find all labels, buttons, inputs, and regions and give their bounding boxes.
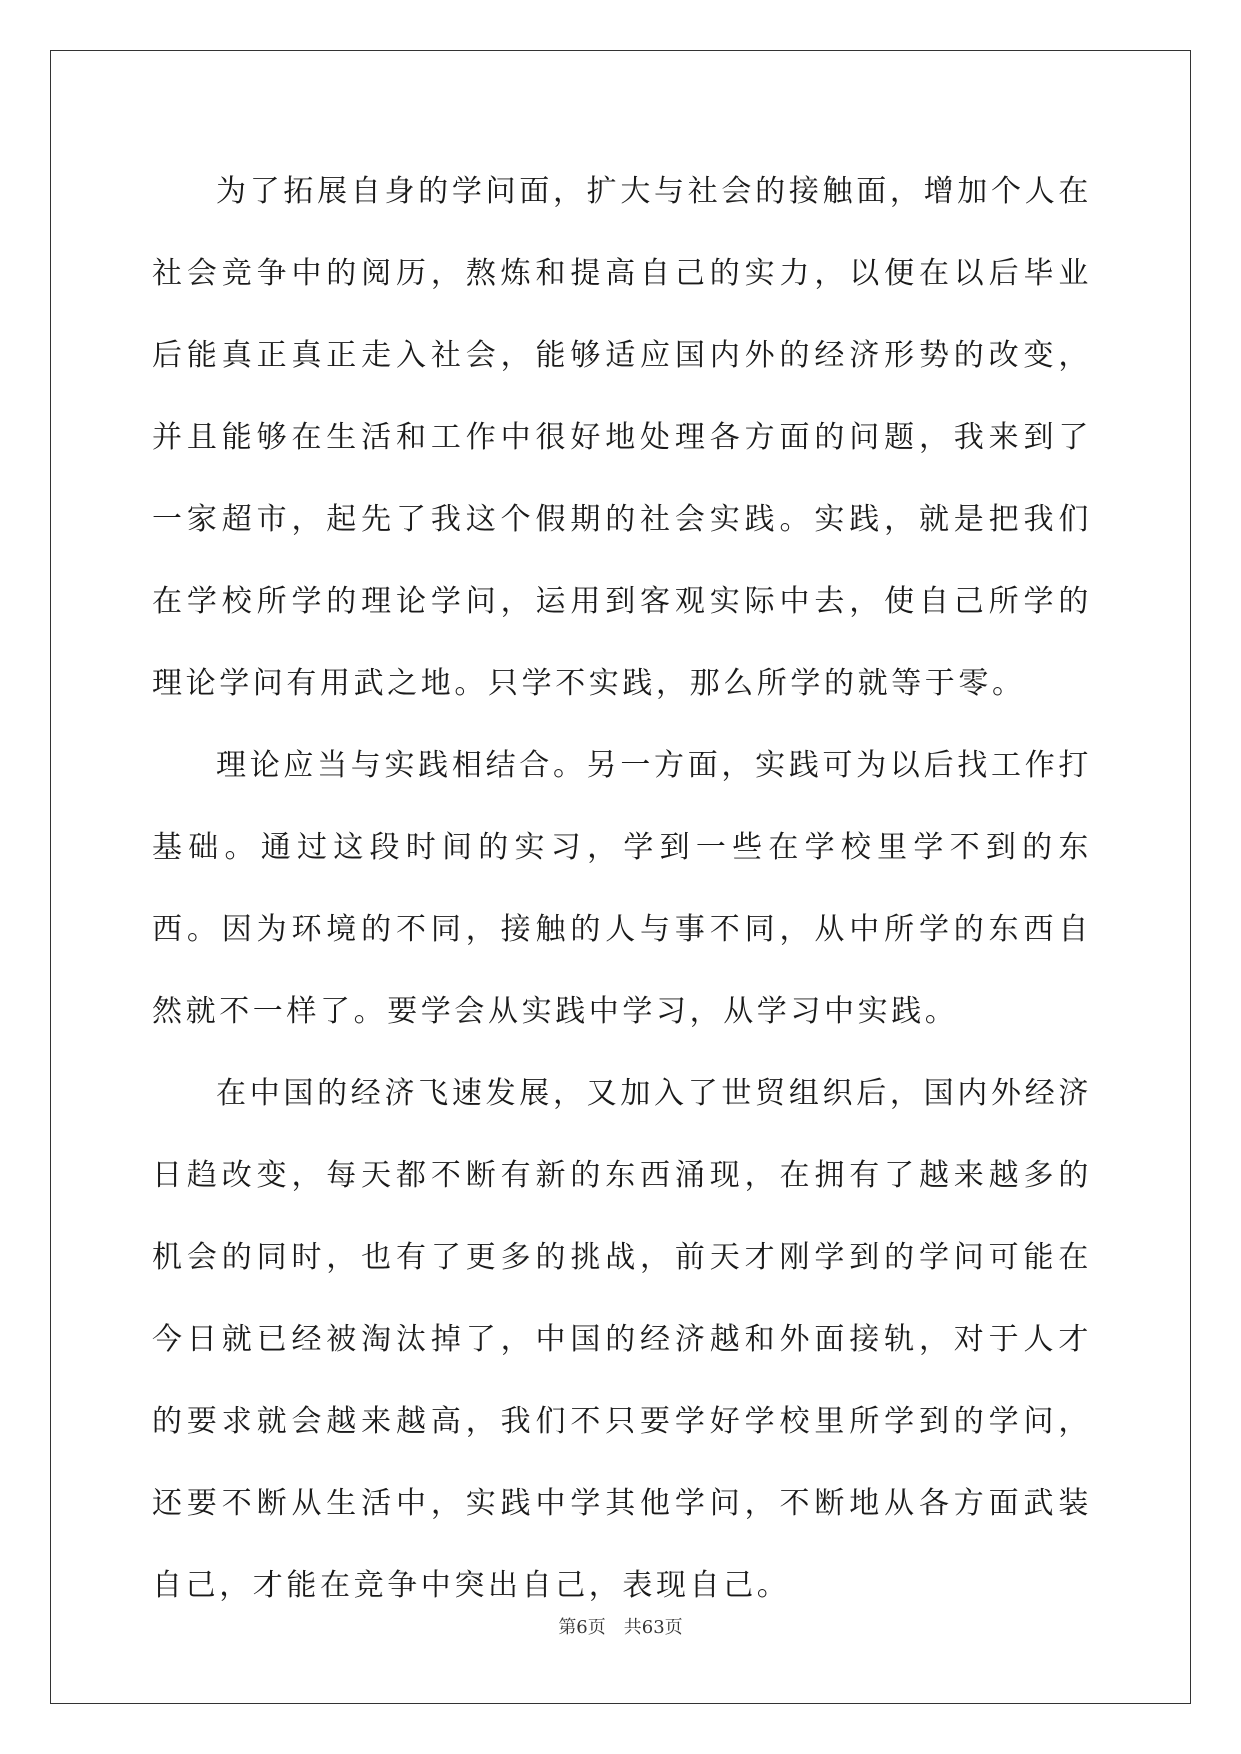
page-total: 共63页 xyxy=(623,1617,683,1638)
page-number: 第6页 xyxy=(558,1617,606,1638)
paragraph: 理论应当与实践相结合。另一方面，实践可为以后找工作打基础。通过这段时间的实习，学到一些在学校里学不到的东西。因为环境的不同，接触的人与事不同，从中所学的东西自然就不一样了。要学会从实践中学习，从学习中实践。 xyxy=(152,748,1092,1029)
page-footer xyxy=(0,1613,1241,1639)
paragraph: 在中国的经济飞速发展，又加入了世贸组织后，国内外经济日趋改变，每天都不断有新的东西涌现，在拥有了越来越多的机会的同时，也有了更多的挑战，前天才刚学到的学问可能在今日就已经被淘汰掉了，中国的经济越和外面接轨，对于人才的要求就会越来越高，我们不只要学好学校里所学到的学问，还要不断从生活中，实践中学其他学问，不断地从各方面武装自己，才能在竞争中突出自己，表现自己。 xyxy=(152,1076,1092,1603)
paragraph: 为了拓展自身的学问面，扩大与社会的接触面，增加个人在社会竞争中的阅历，熬炼和提高自己的实力，以便在以后毕业后能真正真正走入社会，能够适应国内外的经济形势的改变，并且能够在生活和工作中很好地处理各方面的问题，我来到了一家超市，起先了我这个假期的社会实践。实践，就是把我们在学校所学的理论学问，运用到客观实际中去，使自己所学的理论学问有用武之地。只学不实践，那么所学的就等于零。 xyxy=(152,174,1092,701)
document-body xyxy=(152,151,1092,1627)
